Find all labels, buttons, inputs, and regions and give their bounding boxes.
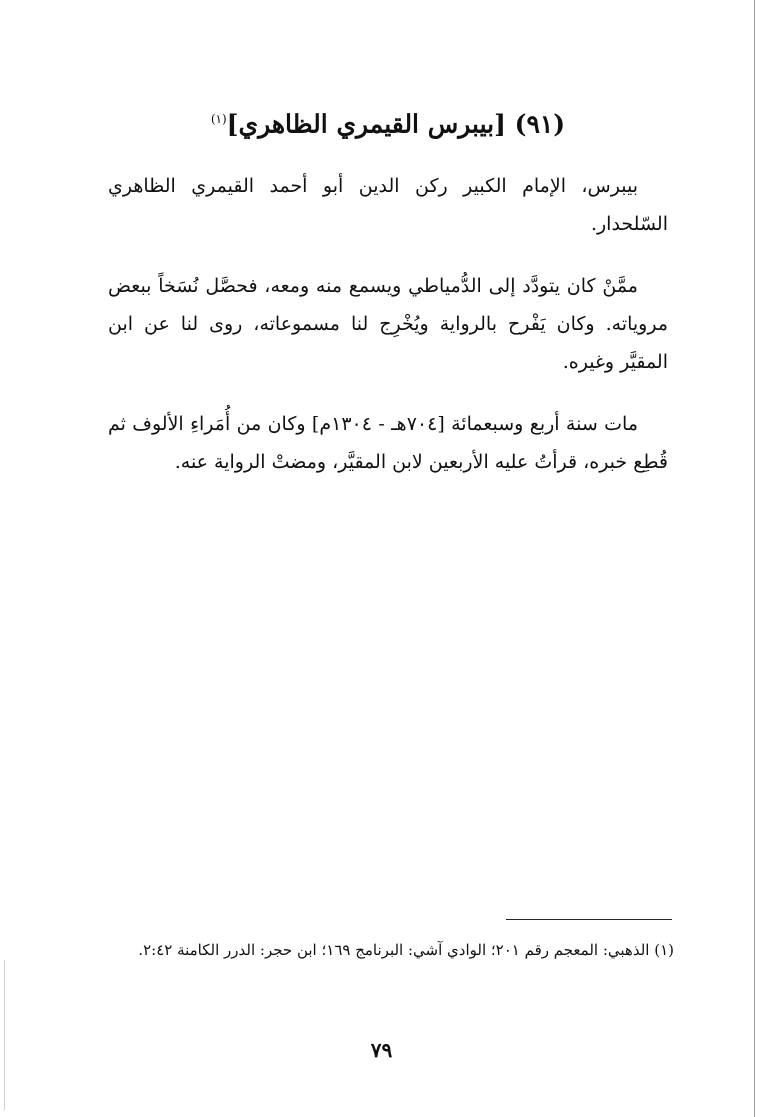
entry-heading <box>108 96 668 147</box>
scan-edge-line <box>754 0 755 1117</box>
page-body <box>108 96 668 505</box>
page-number: ٧٩ <box>370 1038 393 1062</box>
paragraph-name: بيبرس، الإمام الكبير ركن الدين أبو أحمد القيمري الظاهري السّلحدار. <box>108 175 668 236</box>
scan-edge-mark <box>4 960 5 1110</box>
footnote-reference: (١) <box>210 112 227 126</box>
paragraph-death: مات سنة أربع وسبعمائة [٧٠٤هـ - ١٣٠٤م] وكان من أُمَراءِ الألوف ثم قُطِع خبره، قرأتُ عليه الأربعين لابن المقيَّر، ومضتْ الرواية عنه. <box>108 413 668 474</box>
footnote-divider <box>506 919 672 920</box>
entry-title: (٩١) [بيبرس القيمري الظاهري] <box>226 109 566 139</box>
footnote: (١) الذهبي: المعجم رقم ٢٠١؛ الوادي آشي: البرنامج ١٦٩؛ ابن حجر: الدرر الكامنة ٢:٤٢. <box>138 941 674 959</box>
paragraph-biography: ممَّنْ كان يتودَّد إلى الدُّمياطي ويسمع منه ومعه، فحصَّل نُسَخاً ببعض مروياته. وكان يَفْرح بالرواية ويُخْرِج لنا مسموعاته، روى لنا عن ابن المقيَّر وغيره. <box>108 275 668 374</box>
